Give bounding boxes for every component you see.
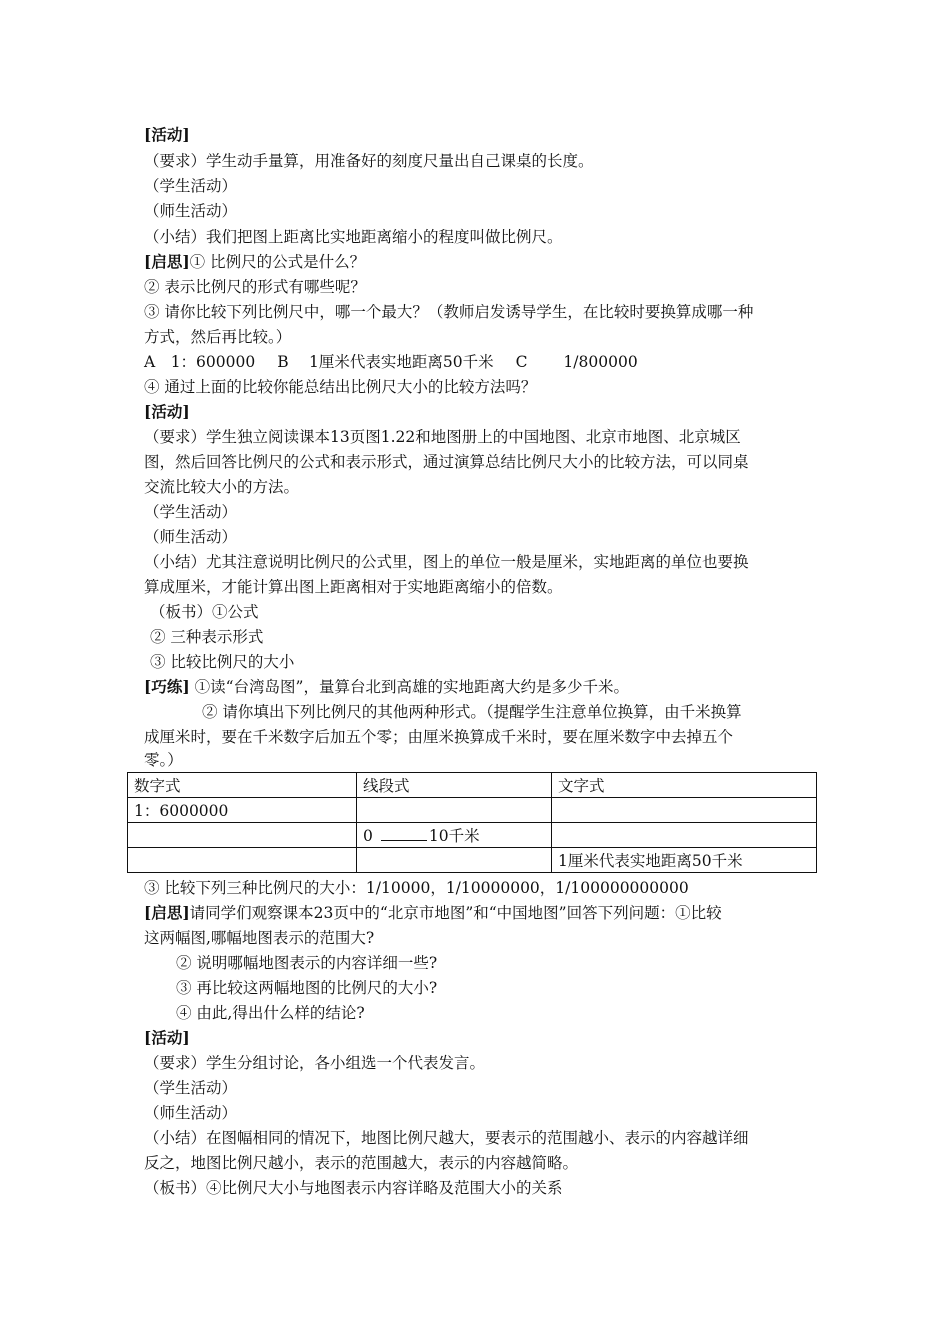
practice-line [144, 676, 629, 698]
requirement-line: （要求）学生分组讨论，各小组选一个代表发言。 [144, 1054, 486, 1072]
summary-line: （小结）在图幅相同的情况下，地图比例尺越大，要表示的范围越小、表示的内容越详细 [144, 1129, 749, 1147]
qisi-tag: [启思] [144, 903, 190, 922]
qisi-question-2: ② 表示比例尺的形式有哪些呢？ [144, 278, 366, 296]
line-scale-start: 0 [363, 827, 373, 845]
practice-item-2a: ② 请你填出下列比例尺的其他两种形式。（提醒学生注意单位换算，由千米换算 [202, 703, 742, 721]
qisi-question-3: ③ 再比较这两幅地图的比例尺的大小? [176, 979, 438, 997]
student-activity-line: （学生活动） [144, 503, 238, 521]
board-line: ③ 比较比例尺的大小 [150, 653, 295, 671]
summary-line: （小结）尤其注意说明比例尺的公式里，图上的单位一般是厘米，实地距离的单位也要换 [144, 553, 749, 571]
line-scale-bar [381, 826, 427, 841]
table-cell [357, 798, 552, 823]
qisi-question-2: ② 说明哪幅地图表示的内容详细一些? [176, 954, 438, 972]
requirement-line: （要求）学生独立阅读课本13页图1.22和地图册上的中国地图、北京市地图、北京城区 [144, 428, 741, 446]
option-b: B 1厘米代表实地距离50千米 [277, 353, 494, 371]
table-cell [552, 798, 817, 823]
qisi-question-4: ④ 由此,得出什么样的结论? [176, 1004, 365, 1022]
qisi-question-1: ① 比例尺的公式是什么？ [189, 253, 366, 271]
qisi-text: 请同学们观察课本23页中的“北京市地图”和“中国地图”回答下列问题：①比较 [189, 904, 722, 922]
qisi-text: 这两幅图,哪幅地图表示的范围大? [144, 929, 375, 947]
table-row [128, 848, 817, 873]
practice-item-3: ③ 比较下列三种比例尺的大小：1/10000，1/10000000，1/100000000000 [144, 879, 689, 897]
table-cell [128, 848, 357, 873]
table-cell [552, 823, 817, 848]
board-line: （板书）④比例尺大小与地图表示内容详略及范围大小的关系 [144, 1179, 563, 1197]
practice-tag: [巧练] [144, 677, 190, 696]
table-cell [357, 823, 552, 848]
activity-heading: [活动] [144, 1028, 190, 1047]
header-cell-text: 文字式 [552, 773, 817, 798]
qisi-question-3a: ③ 请你比较下列比例尺中，哪一个最大？（教师启发诱导学生，在比较时要换算成哪一种 [144, 303, 754, 321]
board-line: （板书）①公式 [150, 603, 259, 621]
table-row [128, 798, 817, 823]
line-scale-end: 10千米 [428, 827, 480, 845]
qisi-line [144, 902, 722, 924]
qisi-line [144, 251, 365, 273]
options-line [144, 351, 638, 373]
qisi-question-3b: 方式，然后再比较。） [144, 328, 292, 346]
student-activity-line: （学生活动） [144, 1079, 238, 1097]
requirement-line: 图，然后回答比例尺的公式和表示形式，通过演算总结比例尺大小的比较方法，可以同桌 [144, 453, 749, 471]
practice-item-2b: 成厘米时，要在千米数字后加五个零；由厘米换算成千米时，要在厘米数字中去掉五个 [144, 728, 734, 746]
practice-item-1: ①读“台湾岛图”，量算台北到高雄的实地距离大约是多少千米。 [194, 678, 629, 696]
qisi-tag: [启思] [144, 252, 190, 271]
table-cell [128, 823, 357, 848]
requirement-line: 交流比较大小的方法。 [144, 478, 300, 496]
activity-heading: [活动] [144, 125, 190, 144]
option-a: A 1：600000 [144, 353, 256, 371]
table-cell: 1厘米代表实地距离50千米 [552, 848, 817, 873]
table-header-row [128, 773, 817, 798]
table-row [128, 823, 817, 848]
teacher-activity-line: （师生活动） [144, 528, 238, 546]
teacher-activity-line: （师生活动） [144, 202, 238, 220]
option-c: C 1/800000 [515, 353, 638, 371]
activity-heading: [活动] [144, 402, 190, 421]
summary-line: （小结）我们把图上距离比实地距离缩小的程度叫做比例尺。 [144, 228, 563, 246]
board-line: ② 三种表示形式 [150, 628, 264, 646]
summary-line: 算成厘米，才能计算出图上距离相对于实地距离缩小的倍数。 [144, 578, 563, 596]
student-activity-line: （学生活动） [144, 177, 238, 195]
qisi-question-4: ④ 通过上面的比较你能总结出比例尺大小的比较方法吗？ [144, 378, 537, 396]
table-cell [357, 848, 552, 873]
header-cell-line: 线段式 [357, 773, 552, 798]
scale-table [127, 772, 817, 873]
summary-line: 反之，地图比例尺越小，表示的范围越大，表示的内容越简略。 [144, 1154, 579, 1172]
teacher-activity-line: （师生活动） [144, 1104, 238, 1122]
table-cell: 1：6000000 [128, 798, 357, 823]
practice-item-2c: 零。） [144, 751, 183, 769]
header-cell-numeric: 数字式 [128, 773, 357, 798]
requirement-line: （要求）学生动手量算，用准备好的刻度尺量出自己课桌的长度。 [144, 152, 594, 170]
